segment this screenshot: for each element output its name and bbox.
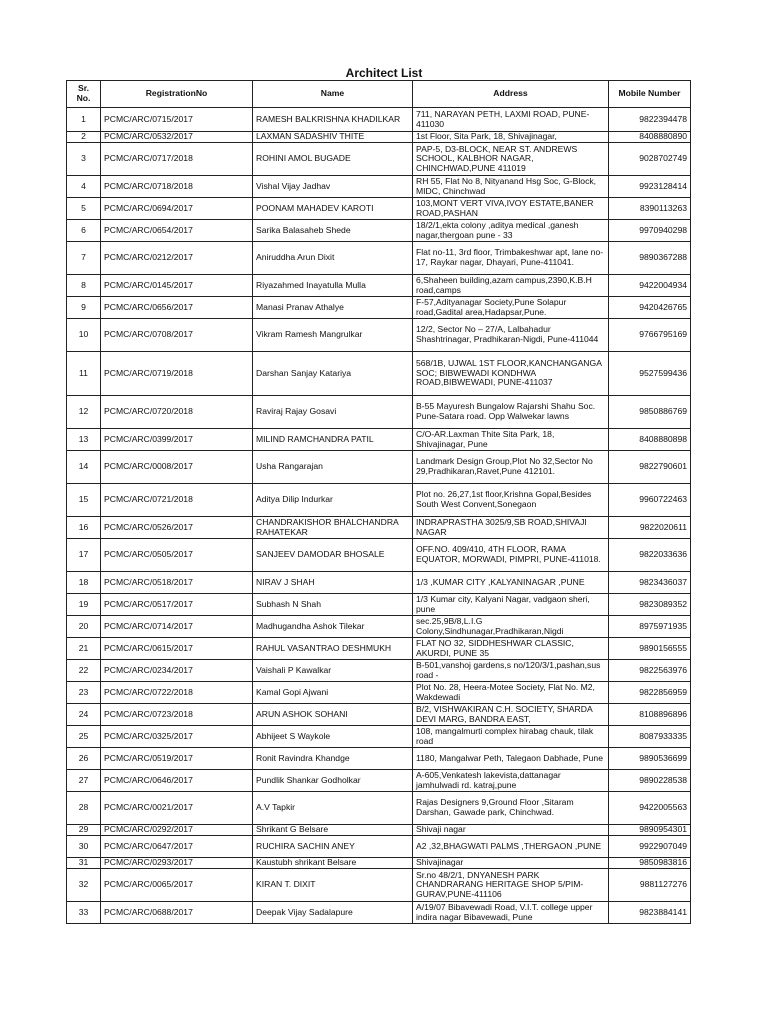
cell-sr-no: 25 [67, 726, 101, 748]
cell-name: RUCHIRA SACHIN ANEY [253, 836, 413, 858]
cell-address: FLAT NO 32, SIDDHESHWAR CLASSIC, AKURDI, PUNE 35 [413, 638, 609, 660]
cell-address: Sr.no 48/2/1, DNYANESH PARK CHANDRARANG HERITAGE SHOP 5/PIM-GURAV,PUNE-411106 [413, 869, 609, 902]
cell-mobile-number: 9850983816 [609, 858, 691, 869]
table-row [67, 198, 691, 220]
cell-name: Sarika Balasaheb Shede [253, 220, 413, 242]
cell-mobile-number: 8408880898 [609, 429, 691, 451]
cell-name: SANJEEV DAMODAR BHOSALE [253, 539, 413, 572]
table-row [67, 726, 691, 748]
cell-name: LAXMAN SADASHIV THITE [253, 132, 413, 143]
cell-name: Aditya Dilip Indurkar [253, 484, 413, 517]
cell-registration-no: PCMC/ARC/0145/2017 [101, 275, 253, 297]
cell-address: 1st Floor, Sita Park, 18, Shivajinagar, [413, 132, 609, 143]
cell-mobile-number: 9960722463 [609, 484, 691, 517]
cell-sr-no: 28 [67, 792, 101, 825]
cell-mobile-number: 9823884141 [609, 902, 691, 924]
table-row [67, 682, 691, 704]
table-row [67, 748, 691, 770]
cell-name: Raviraj Rajay Gosavi [253, 396, 413, 429]
cell-mobile-number: 8975971935 [609, 616, 691, 638]
cell-mobile-number: 9890228538 [609, 770, 691, 792]
cell-mobile-number: 8390113263 [609, 198, 691, 220]
cell-sr-no: 3 [67, 143, 101, 176]
cell-registration-no: PCMC/ARC/0292/2017 [101, 825, 253, 836]
cell-sr-no: 26 [67, 748, 101, 770]
header-registration-no: RegistrationNo [101, 81, 253, 108]
cell-mobile-number: 9028702749 [609, 143, 691, 176]
cell-name: RAHUL VASANTRAO DESHMUKH [253, 638, 413, 660]
cell-mobile-number: 9422005563 [609, 792, 691, 825]
cell-registration-no: PCMC/ARC/0715/2017 [101, 108, 253, 132]
cell-mobile-number: 9890367288 [609, 242, 691, 275]
cell-sr-no: 20 [67, 616, 101, 638]
cell-sr-no: 2 [67, 132, 101, 143]
cell-mobile-number: 9890156555 [609, 638, 691, 660]
table-row [67, 858, 691, 869]
cell-registration-no: PCMC/ARC/0714/2017 [101, 616, 253, 638]
cell-sr-no: 16 [67, 517, 101, 539]
cell-registration-no: PCMC/ARC/0212/2017 [101, 242, 253, 275]
cell-registration-no: PCMC/ARC/0717/2018 [101, 143, 253, 176]
cell-mobile-number: 9822790601 [609, 451, 691, 484]
cell-sr-no: 1 [67, 108, 101, 132]
table-row [67, 396, 691, 429]
cell-sr-no: 4 [67, 176, 101, 198]
cell-address: RH 55, Flat No 8, Nityanand Hsg Soc, G-Block, MIDC, Chinchwad [413, 176, 609, 198]
table-row [67, 484, 691, 517]
cell-registration-no: PCMC/ARC/0654/2017 [101, 220, 253, 242]
table-row [67, 902, 691, 924]
table-body [67, 108, 691, 924]
cell-registration-no: PCMC/ARC/0615/2017 [101, 638, 253, 660]
table-row [67, 638, 691, 660]
cell-address: 103,MONT VERT VIVA,IVOY ESTATE,BANER ROAD,PASHAN [413, 198, 609, 220]
header-sr-no: Sr. No. [67, 81, 101, 108]
table-row [67, 770, 691, 792]
cell-name: Shrikant G Belsare [253, 825, 413, 836]
cell-mobile-number: 9970940298 [609, 220, 691, 242]
cell-name: Pundlik Shankar Godholkar [253, 770, 413, 792]
cell-mobile-number: 9850886769 [609, 396, 691, 429]
cell-address: 1/3 Kumar city, Kalyani Nagar, vadgaon sheri, pune [413, 594, 609, 616]
cell-mobile-number: 9822394478 [609, 108, 691, 132]
cell-name: KIRAN T. DIXIT [253, 869, 413, 902]
cell-sr-no: 13 [67, 429, 101, 451]
cell-name: ROHINI AMOL BUGADE [253, 143, 413, 176]
cell-registration-no: PCMC/ARC/0723/2018 [101, 704, 253, 726]
cell-name: CHANDRAKISHOR BHALCHANDRA RAHATEKAR [253, 517, 413, 539]
cell-address: Rajas Designers 9,Ground Floor ,Sitaram Darshan, Gawade park, Chinchwad. [413, 792, 609, 825]
cell-sr-no: 14 [67, 451, 101, 484]
cell-registration-no: PCMC/ARC/0518/2017 [101, 572, 253, 594]
cell-registration-no: PCMC/ARC/0021/2017 [101, 792, 253, 825]
cell-sr-no: 27 [67, 770, 101, 792]
cell-mobile-number: 8087933335 [609, 726, 691, 748]
cell-mobile-number: 8108896896 [609, 704, 691, 726]
cell-address: 12/2, Sector No – 27/A, Lalbahadur Shashtrinagar, Pradhikaran-Nigdi, Pune-411044 [413, 319, 609, 352]
cell-registration-no: PCMC/ARC/0647/2017 [101, 836, 253, 858]
cell-registration-no: PCMC/ARC/0688/2017 [101, 902, 253, 924]
cell-address: A-605,Venkatesh lakevista,dattanagar jamhulwadi rd. katraj,pune [413, 770, 609, 792]
cell-name: Kamal Gopi Ajwani [253, 682, 413, 704]
cell-registration-no: PCMC/ARC/0656/2017 [101, 297, 253, 319]
cell-registration-no: PCMC/ARC/0708/2017 [101, 319, 253, 352]
table-header-row [67, 81, 691, 108]
cell-registration-no: PCMC/ARC/0008/2017 [101, 451, 253, 484]
cell-name: Subhash N Shah [253, 594, 413, 616]
table-row [67, 429, 691, 451]
cell-registration-no: PCMC/ARC/0694/2017 [101, 198, 253, 220]
cell-address: Plot no. 26,27,1st floor,Krishna Gopal,Besides South West Convent,Sonegaon [413, 484, 609, 517]
cell-sr-no: 31 [67, 858, 101, 869]
cell-registration-no: PCMC/ARC/0505/2017 [101, 539, 253, 572]
cell-address: Shivajinagar [413, 858, 609, 869]
header-mobile-number: Mobile Number [609, 81, 691, 108]
cell-address: 711, NARAYAN PETH, LAXMI ROAD, PUNE-411030 [413, 108, 609, 132]
cell-name: POONAM MAHADEV KAROTI [253, 198, 413, 220]
table-row [67, 143, 691, 176]
cell-address: 1/3 ,KUMAR CITY ,KALYANINAGAR ,PUNE [413, 572, 609, 594]
cell-address: OFF.NO. 409/410, 4TH FLOOR, RAMA EQUATOR, MORWADI, PIMPRI, PUNE-411018. [413, 539, 609, 572]
cell-sr-no: 8 [67, 275, 101, 297]
table-row [67, 825, 691, 836]
cell-mobile-number: 9527599436 [609, 352, 691, 396]
table-row [67, 242, 691, 275]
cell-registration-no: PCMC/ARC/0526/2017 [101, 517, 253, 539]
cell-address: PAP-5, D3-BLOCK, NEAR ST. ANDREWS SCHOOL, KALBHOR NAGAR, CHINCHWAD,PUNE 411019 [413, 143, 609, 176]
cell-registration-no: PCMC/ARC/0721/2018 [101, 484, 253, 517]
table-row [67, 594, 691, 616]
cell-sr-no: 17 [67, 539, 101, 572]
cell-mobile-number: 9822563976 [609, 660, 691, 682]
cell-address: 108, mangalmurti complex hirabag chauk, tilak road [413, 726, 609, 748]
cell-address: INDRAPRASTHA 3025/9,SB ROAD,SHIVAJI NAGAR [413, 517, 609, 539]
cell-name: A.V Tapkir [253, 792, 413, 825]
document-title: Architect List [345, 66, 423, 80]
cell-registration-no: PCMC/ARC/0399/2017 [101, 429, 253, 451]
cell-mobile-number: 9822020611 [609, 517, 691, 539]
cell-address: 568/1B, UJWAL 1ST FLOOR,KANCHANGANGA SOC; BIBWEWADI KONDHWA ROAD,BIBWEWADI, PUNE-411037 [413, 352, 609, 396]
cell-sr-no: 19 [67, 594, 101, 616]
cell-registration-no: PCMC/ARC/0720/2018 [101, 396, 253, 429]
table-row [67, 539, 691, 572]
cell-name: ARUN ASHOK SOHANI [253, 704, 413, 726]
cell-name: Kaustubh shrikant Belsare [253, 858, 413, 869]
table-row [67, 275, 691, 297]
cell-registration-no: PCMC/ARC/0234/2017 [101, 660, 253, 682]
cell-mobile-number: 9922907049 [609, 836, 691, 858]
table-row [67, 792, 691, 825]
cell-name: Vaishali P Kawalkar [253, 660, 413, 682]
cell-sr-no: 5 [67, 198, 101, 220]
cell-name: Madhugandha Ashok Tilekar [253, 616, 413, 638]
cell-registration-no: PCMC/ARC/0646/2017 [101, 770, 253, 792]
table-row [67, 660, 691, 682]
cell-address: B/2, VISHWAKIRAN C.H. SOCIETY, SHARDA DEVI MARG, BANDRA EAST, [413, 704, 609, 726]
cell-name: Deepak Vijay Sadalapure [253, 902, 413, 924]
cell-address: 18/2/1,ekta colony ,aditya medical ,ganesh nagar,thergoan pune - 33 [413, 220, 609, 242]
cell-sr-no: 29 [67, 825, 101, 836]
cell-sr-no: 11 [67, 352, 101, 396]
cell-sr-no: 23 [67, 682, 101, 704]
architect-table [66, 80, 691, 924]
cell-name: Vikram Ramesh Mangrulkar [253, 319, 413, 352]
cell-registration-no: PCMC/ARC/0722/2018 [101, 682, 253, 704]
cell-sr-no: 21 [67, 638, 101, 660]
cell-sr-no: 33 [67, 902, 101, 924]
table-row [67, 132, 691, 143]
cell-mobile-number: 9822033636 [609, 539, 691, 572]
table-row [67, 704, 691, 726]
cell-address: sec.25,9B/8,L.I.G Colony,Sindhunagar,Pradhikaran,Nigdi [413, 616, 609, 638]
cell-address: F-57,Adityanagar Society,Pune Solapur road,Gadital area,Hadapsar,Pune. [413, 297, 609, 319]
cell-sr-no: 12 [67, 396, 101, 429]
cell-name: MILIND RAMCHANDRA PATIL [253, 429, 413, 451]
cell-address: 6,Shaheen building,azam campus,2390,K.B.H road,camps [413, 275, 609, 297]
cell-name: Ronit Ravindra Khandge [253, 748, 413, 770]
header-address: Address [413, 81, 609, 108]
cell-name: Riyazahmed Inayatulla Mulla [253, 275, 413, 297]
cell-address: Flat no-11, 3rd floor, Trimbakeshwar apt, lane no-17, Raykar nagar, Dhayari, Pune-411041. [413, 242, 609, 275]
cell-mobile-number: 9420426765 [609, 297, 691, 319]
table-row [67, 176, 691, 198]
table-row [67, 517, 691, 539]
table-row [67, 451, 691, 484]
cell-address: B-55 Mayuresh Bungalow Rajarshi Shahu Soc. Pune-Satara road. Opp Walwekar lawns [413, 396, 609, 429]
table-row [67, 616, 691, 638]
cell-sr-no: 9 [67, 297, 101, 319]
table-row [67, 297, 691, 319]
cell-registration-no: PCMC/ARC/0293/2017 [101, 858, 253, 869]
cell-sr-no: 32 [67, 869, 101, 902]
cell-name: Aniruddha Arun Dixit [253, 242, 413, 275]
cell-mobile-number: 9822856959 [609, 682, 691, 704]
cell-registration-no: PCMC/ARC/0719/2018 [101, 352, 253, 396]
cell-sr-no: 7 [67, 242, 101, 275]
cell-mobile-number: 9890536699 [609, 748, 691, 770]
cell-registration-no: PCMC/ARC/0325/2017 [101, 726, 253, 748]
cell-name: Usha Rangarajan [253, 451, 413, 484]
table-row [67, 108, 691, 132]
table-row [67, 319, 691, 352]
cell-registration-no: PCMC/ARC/0718/2018 [101, 176, 253, 198]
table-row [67, 836, 691, 858]
cell-address: Landmark Design Group,Plot No 32,Sector No 29,Pradhikaran,Ravet,Pune 412101. [413, 451, 609, 484]
cell-name: NIRAV J SHAH [253, 572, 413, 594]
cell-address: A2 ,32,BHAGWATI PALMS ,THERGAON ,PUNE [413, 836, 609, 858]
table-row [67, 352, 691, 396]
cell-registration-no: PCMC/ARC/0517/2017 [101, 594, 253, 616]
cell-name: Manasi Pranav Athalye [253, 297, 413, 319]
cell-sr-no: 18 [67, 572, 101, 594]
cell-address: Shivaji nagar [413, 825, 609, 836]
cell-sr-no: 22 [67, 660, 101, 682]
cell-mobile-number: 9923128414 [609, 176, 691, 198]
cell-sr-no: 10 [67, 319, 101, 352]
cell-address: Plot No. 28, Heera-Motee Society, Flat No. M2, Wakdewadi [413, 682, 609, 704]
cell-name: Darshan Sanjay Katariya [253, 352, 413, 396]
cell-mobile-number: 9823089352 [609, 594, 691, 616]
cell-mobile-number: 9823436037 [609, 572, 691, 594]
cell-mobile-number: 9766795169 [609, 319, 691, 352]
cell-name: Abhijeet S Waykole [253, 726, 413, 748]
cell-address: 1180, Mangalwar Peth, Talegaon Dabhade, Pune [413, 748, 609, 770]
cell-name: Vishal Vijay Jadhav [253, 176, 413, 198]
cell-mobile-number: 9422004934 [609, 275, 691, 297]
table-row [67, 572, 691, 594]
table-row [67, 220, 691, 242]
cell-sr-no: 6 [67, 220, 101, 242]
cell-mobile-number: 8408880890 [609, 132, 691, 143]
cell-address: C/O-AR.Laxman Thite Sita Park, 18, Shivajinagar, Pune [413, 429, 609, 451]
header-name: Name [253, 81, 413, 108]
cell-mobile-number: 9890954301 [609, 825, 691, 836]
cell-address: A/19/07 Bibavewadi Road, V.I.T. college upper indira nagar Bibavewadi, Pune [413, 902, 609, 924]
cell-mobile-number: 9881127276 [609, 869, 691, 902]
table-row [67, 869, 691, 902]
cell-sr-no: 24 [67, 704, 101, 726]
cell-registration-no: PCMC/ARC/0065/2017 [101, 869, 253, 902]
cell-address: B-501,vanshoj gardens,s no/120/3/1,pashan,sus road - [413, 660, 609, 682]
cell-registration-no: PCMC/ARC/0519/2017 [101, 748, 253, 770]
cell-sr-no: 30 [67, 836, 101, 858]
cell-name: RAMESH BALKRISHNA KHADILKAR [253, 108, 413, 132]
cell-registration-no: PCMC/ARC/0532/2017 [101, 132, 253, 143]
cell-sr-no: 15 [67, 484, 101, 517]
